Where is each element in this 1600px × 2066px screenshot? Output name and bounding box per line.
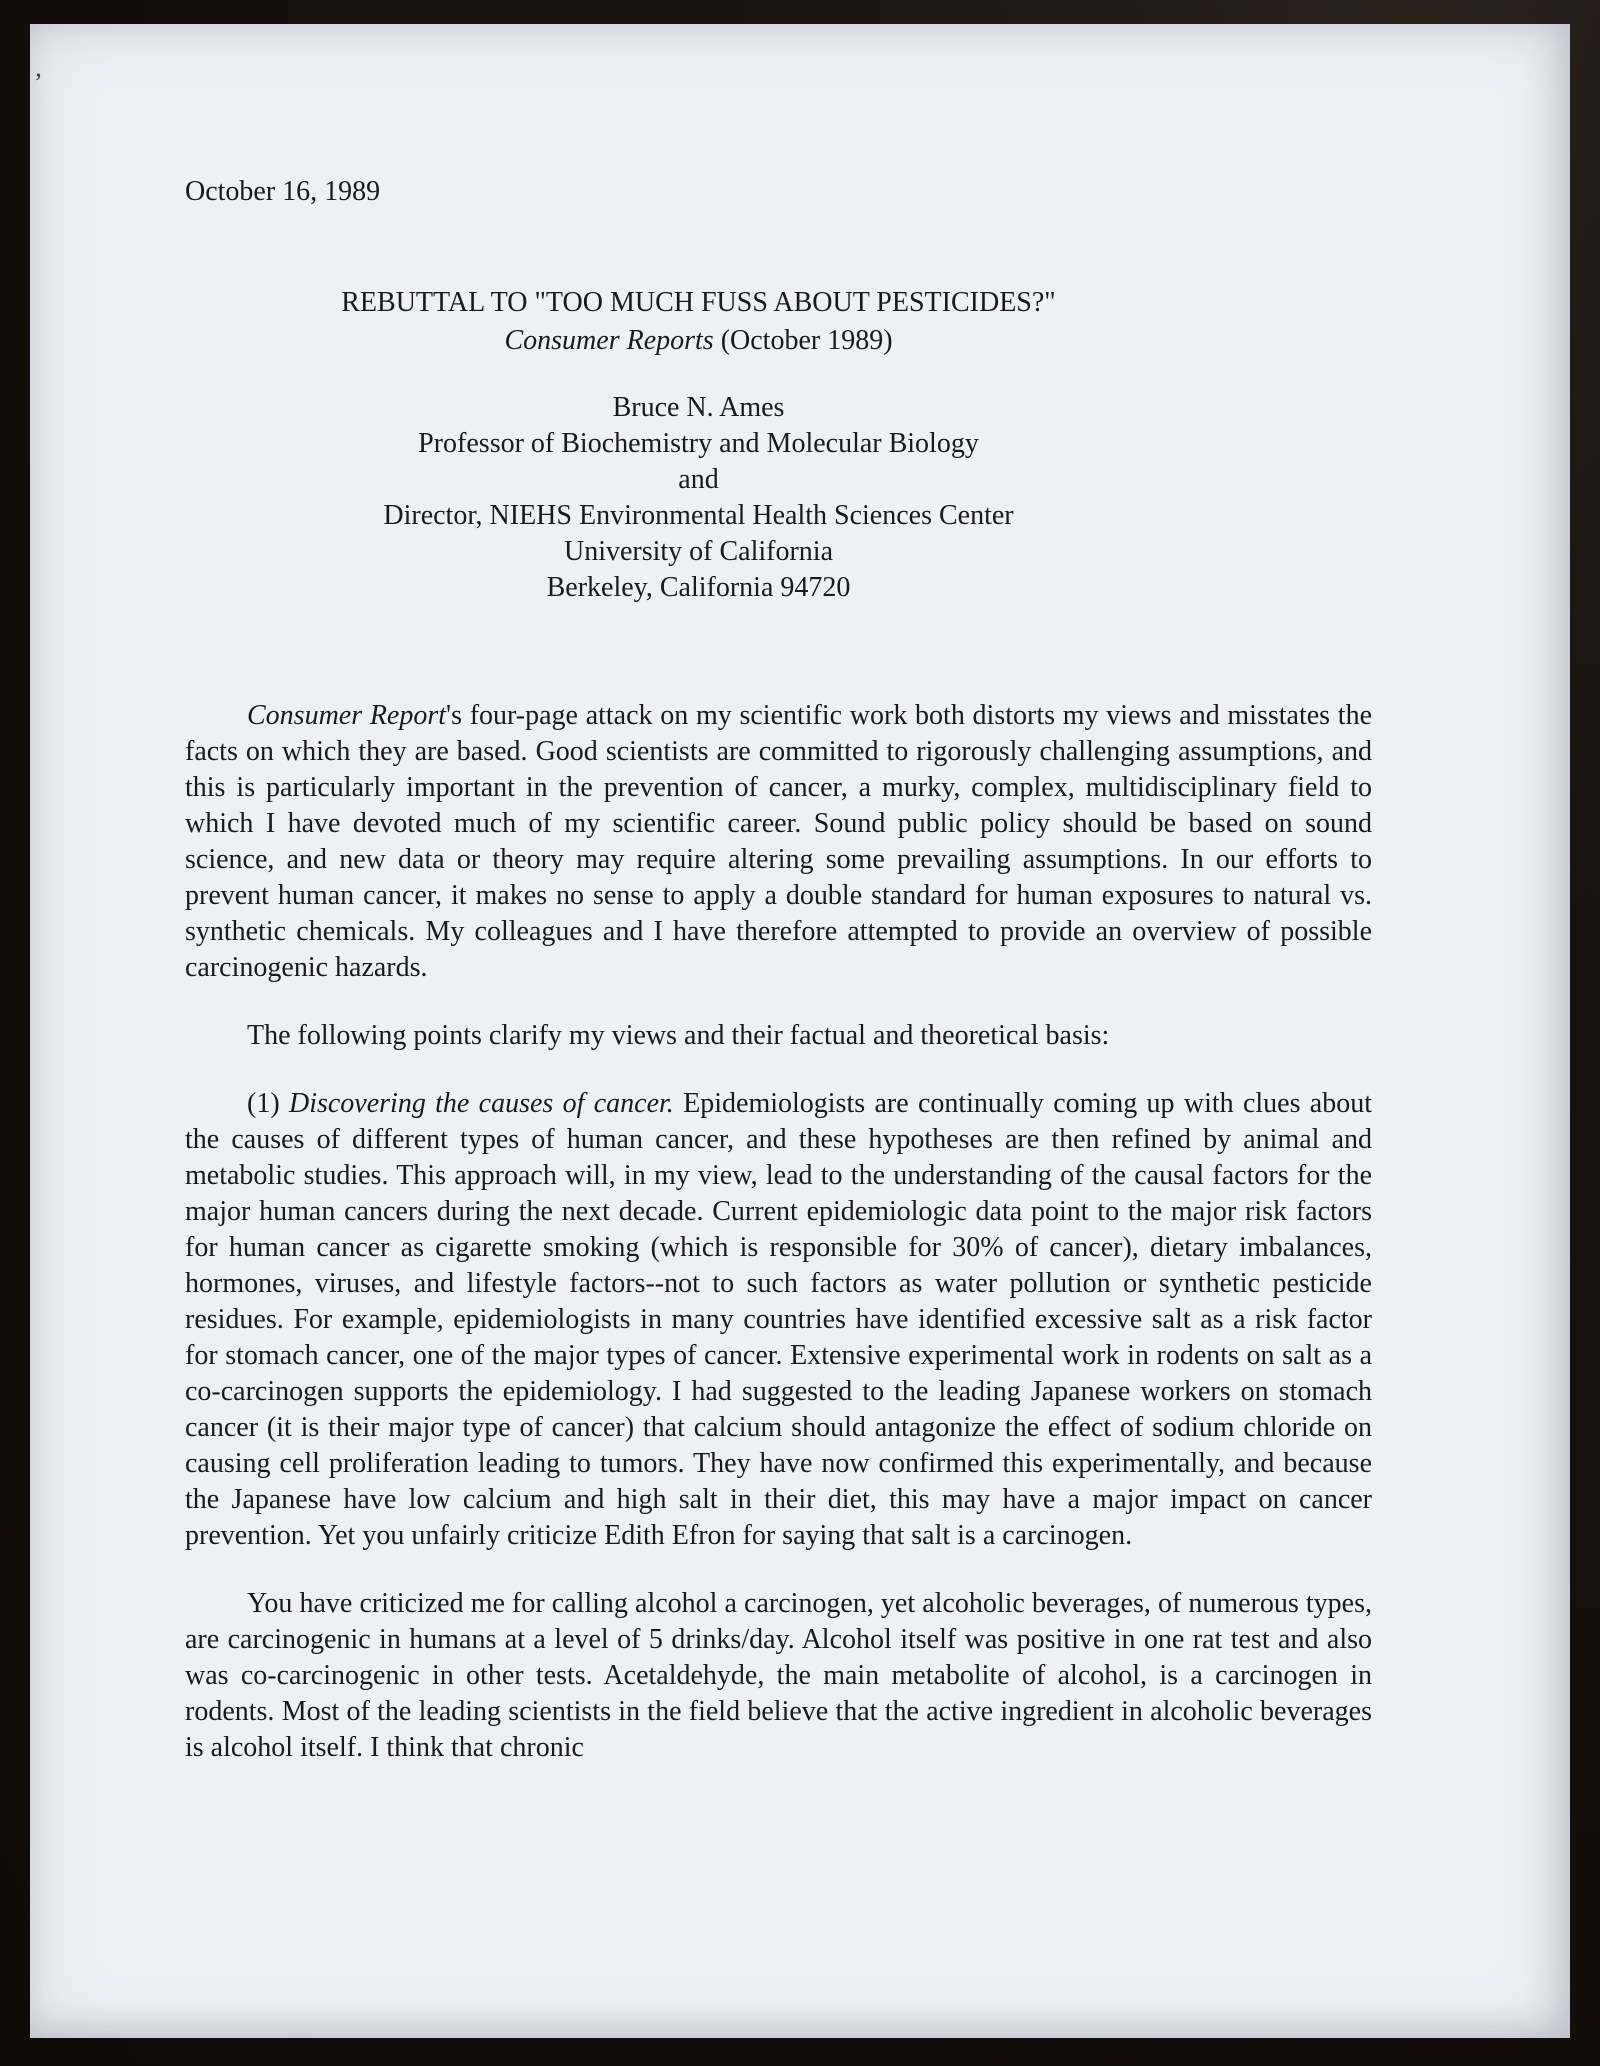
scan-artifact-mark: ’ [34,68,43,97]
author-city: Berkeley, California 94720 [546,572,851,603]
paragraph-3-text: Epidemiologists are continually coming up with clues about the causes of different types of human cancer, and these hypotheses are then refined by animal and metabolic studies. This approach will, in my view, lead to the understanding of the causal factors for the major human cancers during the next decade. Current epidemiologic data point to the major risk factors for human cancer as cigarette smoking (which is responsible for 30% of cancer), dietary imbalances, hormones, viruses, and lifestyle factors--not to such factors as water pollution or synthetic pesticide residues. For example, epidemiologists in many countries have identified excessive salt as a risk factor for stomach cancer, one of the major types of cancer. Extensive experimental work in rodents on salt as a co-carcinogen supports the epidemiology. I had suggested to the leading Japanese workers on stomach cancer (it is their major type of cancer) that calcium should antagonize the effect of sodium chloride on causing cell proliferation leading to tumors. They have now confirmed this experimentally, and because the Japanese have low calcium and high salt in their diet, this may have a major impact on cancer prevention. Yet you unfairly criticize Edith Efron for saying that salt is a carcinogen. [185,1088,1372,1551]
subtitle-source: Consumer Reports [504,325,714,356]
subtitle-rest: (October 1989) [713,325,893,356]
paragraph-3-lead: (1) [247,1088,289,1119]
document-heading [105,284,1292,360]
paragraph-3-italic-lead: Discovering the causes of cancer. [288,1088,674,1119]
paragraph-1 [185,698,1372,986]
paragraph-1-text: 's four-page attack on my scientific work both distorts my views and misstates the facts on which they are based. Good scientists are committed to rigorously challenging assumptions, and this is particularly important in the prevention of cancer, a murky, complex, multidisciplinary field to which I have devoted much of my scientific career. Sound public policy should be based on sound science, and new data or theory may require altering some prevailing assumptions. In our efforts to prevent human cancer, it makes no sense to apply a double standard for human exposures to natural vs. synthetic chemicals. My colleagues and I have therefore attempted to provide an overview of possible carcinogenic hazards. [185,700,1372,983]
paragraph-2-text: The following points clarify my views and their factual and theoretical basis: [247,1020,1110,1051]
document-page [30,24,1570,2038]
author-conjunction: and [678,464,719,495]
author-block [105,390,1292,606]
paragraph-4-text: You have criticized me for calling alcohol a carcinogen, yet alcoholic beverages, of numerous types, are carcinogenic in humans at a level of 5 drinks/day. Alcohol itself was positive in one rat test and also was co-carcinogenic in other tests. Acetaldehyde, the main metabolite of alcohol, is a carcinogen in rodents. Most of the leading scientists in the field believe that the active ingredient in alcoholic beverages is alcohol itself. I think that chronic [185,1588,1372,1763]
paragraph-1-italic-lead: Consumer Report [247,700,447,731]
author-university: University of California [563,536,834,567]
author-directorship: Director, NIEHS Environmental Health Sciences Center [383,500,1014,531]
paragraph-3 [185,1086,1372,1554]
paragraph-2 [185,1018,1372,1054]
paragraph-4 [185,1586,1372,1766]
document-title: REBUTTAL TO "TOO MUCH FUSS ABOUT PESTICIDES?" [341,287,1056,318]
document-date: October 16, 1989 [185,176,381,207]
document-subtitle [105,322,1292,360]
author-title: Professor of Biochemistry and Molecular Biology [418,428,979,459]
document-body [185,698,1372,1766]
author-name: Bruce N. Ames [612,392,785,423]
